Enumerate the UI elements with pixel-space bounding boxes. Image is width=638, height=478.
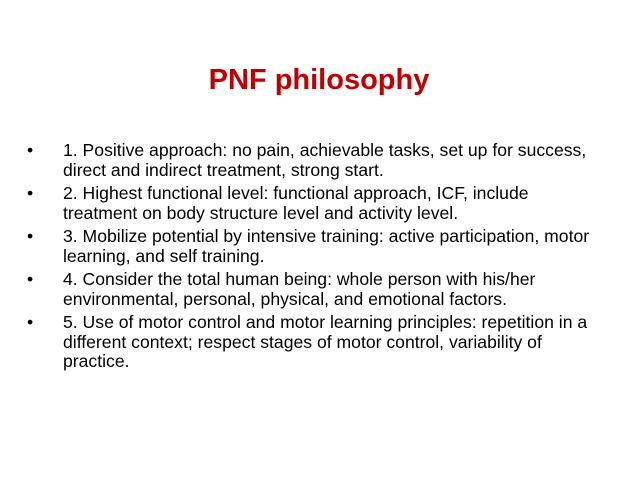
bullet-item-4: [27, 270, 607, 309]
slide-title: PNF philosophy: [208, 64, 430, 96]
bullet-item-2: [27, 184, 607, 223]
bullet-text: 1. Positive approach: no pain, achievable tasks, set up for success, direct and indirect treatment, strong start.: [63, 140, 587, 180]
bullet-item-1: [27, 141, 607, 180]
bullet-dot-icon: •: [27, 312, 34, 332]
bullet-dot-icon: •: [27, 269, 34, 289]
bullet-item-3: [27, 227, 607, 266]
bullet-text: 4. Consider the total human being: whole person with his/her environmental, personal, physical, and emotional factors.: [63, 269, 536, 309]
bullet-text: 5. Use of motor control and motor learning principles: repetition in a different context; respect stages of motor control, variability of practice.: [63, 312, 588, 371]
bullet-list: [27, 141, 607, 376]
bullet-item-5: [27, 313, 607, 372]
bullet-text: 2. Highest functional level: functional approach, ICF, include treatment on body structure level and activity level.: [63, 183, 529, 223]
bullet-dot-icon: •: [27, 183, 34, 203]
bullet-text: 3. Mobilize potential by intensive training: active participation, motor learning, and self training.: [63, 226, 590, 266]
bullet-dot-icon: •: [27, 226, 34, 246]
bullet-dot-icon: •: [27, 140, 34, 160]
